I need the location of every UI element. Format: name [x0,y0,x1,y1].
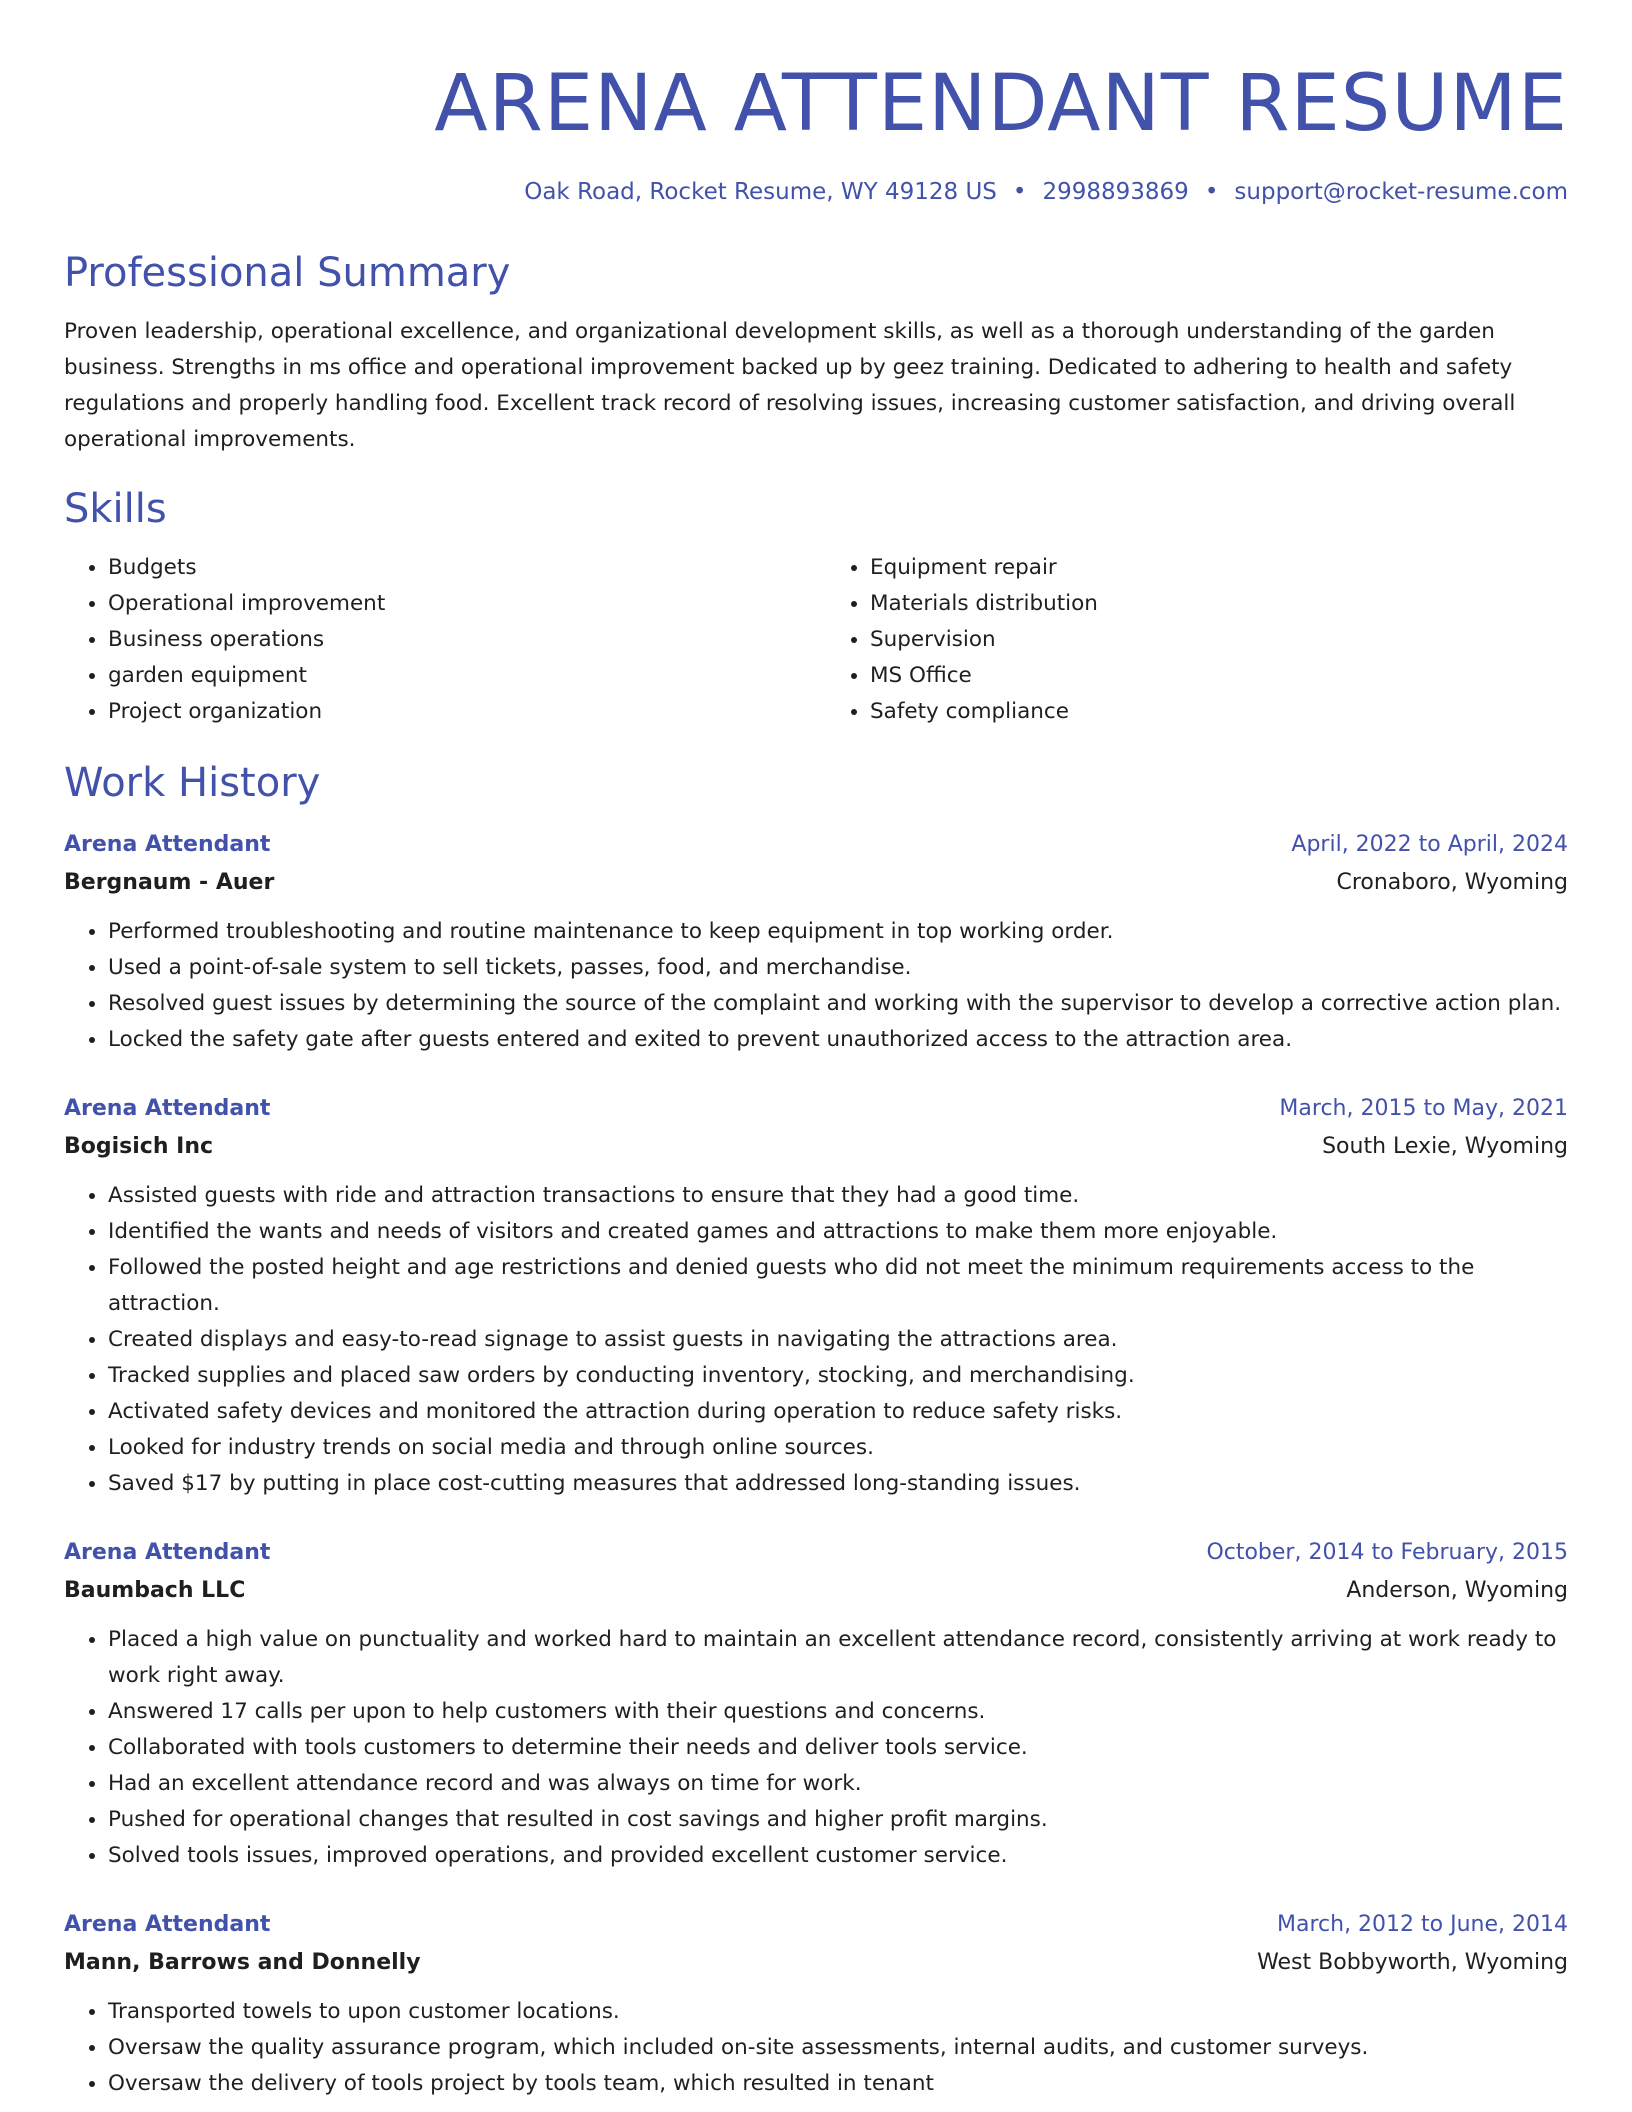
skills-list-right [826,550,1568,730]
resume-name: ARENA ATTENDANT RESUME [434,59,1568,149]
summary-text: Proven leadership, operational excellence, and organizational development skills, as well as a thorough understanding of the garden business. Strengths in ms office and operational improvement backed up by geez training. Dedicated to adhering to health and safety regulations and properly handling food. Excellent track record of resolving issues, increasing customer satisfaction, and driving overall operational improvements. [64,319,1516,452]
job-subheader [64,864,1568,902]
job-entry [64,826,1568,1058]
job-bullet: • Looked for industry trends on social media and through online sources. [108,1430,1568,1466]
job-bullets [64,1178,1568,1502]
job-bullet: • Identified the wants and needs of visitors and created games and attractions to make them more enjoyable. [108,1214,1568,1250]
job-title: Arena Attendant [64,1912,271,1937]
summary-heading: Professional Summary [64,250,511,296]
job-subheader [64,1128,1568,1166]
job-bullet: • Had an excellent attendance record and was always on time for work. [108,1766,1568,1802]
job-bullet: • Transported towels to upon customer locations. [108,1994,1568,2030]
job-bullet: • Collaborated with tools customers to determine their needs and deliver tools service. [108,1730,1568,1766]
skills-grid [64,550,1568,730]
job-bullet: • Pushed for operational changes that resulted in cost savings and higher profit margins. [108,1802,1568,1838]
contact-address: Oak Road, Rocket Resume, WY 49128 US [524,179,997,205]
skills-heading: Skills [64,486,167,532]
job-bullet: • Tracked supplies and placed saw orders by conducting inventory, stocking, and merchandising. [108,1358,1568,1394]
job-bullet: • Locked the safety gate after guests entered and exited to prevent unauthorized access to the attraction area. [108,1022,1568,1058]
skill-item: • Supervision [870,622,1568,658]
job-bullet: • Solved tools issues, improved operations, and provided excellent customer service. [108,1838,1568,1874]
skill-item: • Business operations [108,622,806,658]
job-bullet: • Activated safety devices and monitored the attraction during operation to reduce safety risks. [108,1394,1568,1430]
skill-item: • Project organization [108,694,806,730]
skill-item: • MS Office [870,658,1568,694]
job-subheader [64,1572,1568,1610]
contact-separator: • [1204,179,1219,205]
skill-item: • Equipment repair [870,550,1568,586]
job-employer: Bergnaum - Auer [64,870,275,895]
job-employer: Mann, Barrows and Donnelly [64,1950,421,1975]
job-bullets [64,1622,1568,1874]
job-bullet: • Used a point-of-sale system to sell tickets, passes, food, and merchandise. [108,950,1568,986]
job-dates: March, 2015 to May, 2021 [1279,1096,1568,1121]
job-bullet: • Assisted guests with ride and attraction transactions to ensure that they had a good time. [108,1178,1568,1214]
job-title: Arena Attendant [64,832,271,857]
skill-item: • Budgets [108,550,806,586]
job-bullet: • Saved $17 by putting in place cost-cutting measures that addressed long-standing issues. [108,1466,1568,1502]
job-bullet: • Placed a high value on punctuality and worked hard to maintain an excellent attendance record, consistently arriving at work ready to work right away. [108,1622,1568,1694]
contact-line [64,176,1568,208]
job-bullet: • Oversaw the quality assurance program, which included on-site assessments, internal audits, and customer surveys. [108,2030,1568,2066]
job-bullets [64,1994,1568,2102]
skills-list-left [64,550,806,730]
job-bullet: • Followed the posted height and age restrictions and denied guests who did not meet the minimum requirements access to the attraction. [108,1250,1568,1322]
job-bullet: • Oversaw the delivery of tools project by tools team, which resulted in tenant [108,2066,1568,2102]
job-bullet: • Answered 17 calls per upon to help customers with their questions and concerns. [108,1694,1568,1730]
resume-page [64,0,1568,2112]
job-bullet: • Created displays and easy-to-read signage to assist guests in navigating the attractions area. [108,1322,1568,1358]
job-location: Cronaboro, Wyoming [1336,870,1568,895]
job-entry [64,1090,1568,1502]
contact-phone: 2998893869 [1042,179,1189,205]
job-bullets [64,914,1568,1058]
skill-item: • Operational improvement [108,586,806,622]
job-dates: March, 2012 to June, 2014 [1277,1912,1568,1937]
job-header [64,1090,1568,1128]
job-header [64,1906,1568,1944]
job-bullet: • Resolved guest issues by determining the source of the complaint and working with the supervisor to develop a corrective action plan. [108,986,1568,1022]
contact-email: support@rocket-resume.com [1234,179,1568,205]
job-header [64,826,1568,864]
job-entry [64,1906,1568,2102]
contact-separator: • [1012,179,1027,205]
job-location: West Bobbyworth, Wyoming [1257,1950,1568,1975]
job-subheader [64,1944,1568,1982]
job-location: South Lexie, Wyoming [1322,1134,1568,1159]
job-bullet: • Performed troubleshooting and routine maintenance to keep equipment in top working order. [108,914,1568,950]
job-employer: Baumbach LLC [64,1578,246,1603]
job-title: Arena Attendant [64,1096,271,1121]
skill-item: • Safety compliance [870,694,1568,730]
job-entry [64,1534,1568,1874]
skill-item: • Materials distribution [870,586,1568,622]
job-title: Arena Attendant [64,1540,271,1565]
job-employer: Bogisich Inc [64,1134,214,1159]
job-header [64,1534,1568,1572]
job-location: Anderson, Wyoming [1346,1578,1568,1603]
work-history-heading: Work History [64,760,321,806]
skill-item: • garden equipment [108,658,806,694]
job-dates: October, 2014 to February, 2015 [1206,1540,1568,1565]
job-dates: April, 2022 to April, 2024 [1291,832,1568,857]
